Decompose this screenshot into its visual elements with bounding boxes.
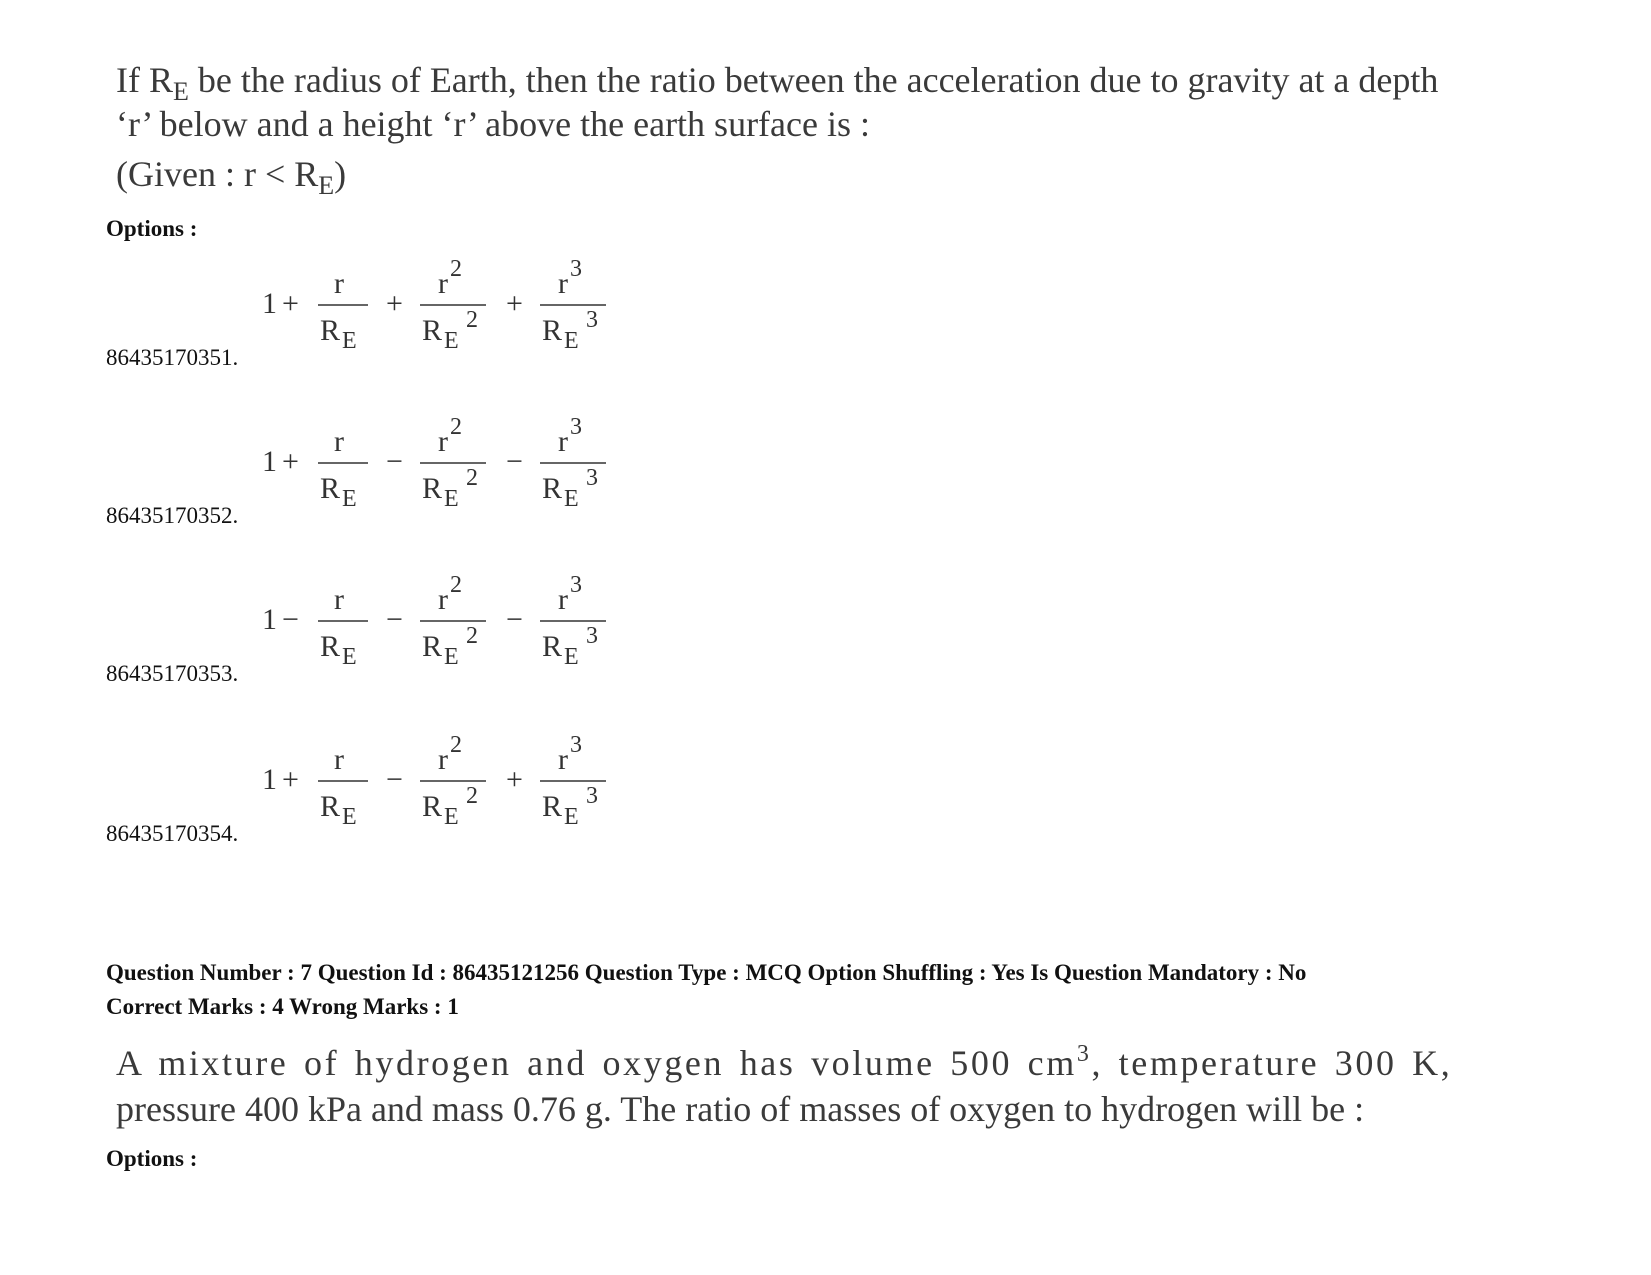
term1-numerator: r — [334, 583, 344, 616]
formula-op-3: − — [506, 603, 523, 636]
formula-lead: 1 — [262, 763, 277, 796]
formula-svg-4 — [262, 728, 662, 838]
term2-numerator: r — [438, 425, 448, 458]
given-sub: E — [318, 171, 335, 200]
formula-lead: 1 — [262, 445, 277, 478]
formula-op-2: − — [386, 763, 403, 796]
term1-denominator: R — [320, 630, 341, 663]
question-1-line-1-pre: If R — [116, 60, 173, 100]
term3-denominator: R — [542, 790, 563, 823]
term3-denominator-power: 3 — [586, 307, 598, 333]
formula-op-1: + — [282, 445, 299, 478]
formula-op-2: − — [386, 445, 403, 478]
question-2-line-1-post: , temperature 300 K, — [1091, 1043, 1453, 1083]
term1-numerator: r — [334, 743, 344, 776]
term2-denominator-sub: E — [444, 328, 459, 354]
term1-denominator-sub: E — [342, 486, 357, 512]
formula-op-2: − — [386, 603, 403, 636]
term1-numerator: r — [334, 425, 344, 458]
term3-numerator: r — [558, 267, 568, 300]
options-label-2: Options : — [106, 1146, 198, 1171]
term2-denominator: R — [422, 314, 443, 347]
formula-op-3: − — [506, 445, 523, 478]
term1-denominator-sub: E — [342, 328, 357, 354]
option-formula-4 — [262, 728, 662, 838]
term2-numerator-power: 2 — [450, 572, 462, 598]
term2-denominator: R — [422, 790, 443, 823]
option-formula-2 — [262, 410, 662, 520]
term2-denominator-sub: E — [444, 644, 459, 670]
term3-denominator-power: 3 — [586, 623, 598, 649]
formula-op-1: + — [282, 287, 299, 320]
question-2-line-1 — [116, 1040, 1452, 1086]
term2-denominator-sub: E — [444, 486, 459, 512]
question-1-line-1 — [116, 58, 1439, 106]
term2-denominator-sub: E — [444, 804, 459, 830]
question-1-line-2: ‘r’ below and a height ‘r’ above the earth surface is : — [116, 104, 870, 144]
question-2-line-2: pressure 400 kPa and mass 0.76 g. The ratio of masses of oxygen to hydrogen will be : — [116, 1089, 1365, 1129]
formula-svg-2 — [262, 410, 662, 520]
question-2-line-1-sup: 3 — [1076, 1041, 1092, 1067]
formula-op-3: + — [506, 763, 523, 796]
term2-denominator-power: 2 — [466, 783, 478, 809]
option-id-3: 86435170353. — [106, 661, 239, 686]
option-id-4: 86435170354. — [106, 821, 239, 846]
given-post: ) — [334, 154, 347, 194]
term2-numerator-power: 2 — [450, 414, 462, 440]
term1-denominator: R — [320, 790, 341, 823]
question-2-meta-line-1: Question Number : 7 Question Id : 86435121256 Question Type : MCQ Option Shuffling : Yes Is Question Mandatory : No — [106, 960, 1307, 985]
term2-numerator-power: 2 — [450, 732, 462, 758]
formula-op-3: + — [506, 287, 523, 320]
term1-denominator-sub: E — [342, 804, 357, 830]
term1-denominator: R — [320, 314, 341, 347]
formula-op-2: + — [386, 287, 403, 320]
term2-numerator: r — [438, 583, 448, 616]
formula-lead: 1 — [262, 287, 277, 320]
term2-denominator-power: 2 — [466, 465, 478, 491]
term3-numerator: r — [558, 425, 568, 458]
term2-numerator-power: 2 — [450, 256, 462, 282]
term3-denominator: R — [542, 472, 563, 505]
term3-numerator-power: 3 — [570, 732, 582, 758]
term3-denominator-sub: E — [564, 328, 579, 354]
term3-numerator-power: 3 — [570, 572, 582, 598]
question-1-line-1-post: be the radius of Earth, then the ratio between the acceleration due to gravity at a depth — [188, 60, 1439, 100]
term3-numerator-power: 3 — [570, 256, 582, 282]
formula-svg-1 — [262, 252, 662, 362]
term1-numerator: r — [334, 267, 344, 300]
term3-numerator-power: 3 — [570, 414, 582, 440]
formula-op-1: + — [282, 763, 299, 796]
term1-denominator-sub: E — [342, 644, 357, 670]
term3-denominator-power: 3 — [586, 783, 598, 809]
term3-numerator: r — [558, 743, 568, 776]
term2-denominator: R — [422, 472, 443, 505]
formula-lead: 1 — [262, 603, 277, 636]
question-1-line-1-sub: E — [173, 77, 189, 106]
option-formula-1 — [262, 252, 662, 362]
term2-numerator: r — [438, 743, 448, 776]
term3-denominator-sub: E — [564, 644, 579, 670]
term1-denominator: R — [320, 472, 341, 505]
options-label-1: Options : — [106, 216, 198, 241]
term3-denominator-sub: E — [564, 804, 579, 830]
question-2-line-1-pre: A mixture of hydrogen and oxygen has volume 500 cm — [116, 1043, 1077, 1083]
term3-denominator: R — [542, 314, 563, 347]
formula-svg-3 — [262, 568, 662, 678]
term2-denominator-power: 2 — [466, 623, 478, 649]
term3-denominator: R — [542, 630, 563, 663]
question-1-given — [116, 152, 347, 200]
term2-denominator-power: 2 — [466, 307, 478, 333]
formula-op-1: − — [282, 603, 299, 636]
option-formula-3 — [262, 568, 662, 678]
term3-denominator-sub: E — [564, 486, 579, 512]
term3-numerator: r — [558, 583, 568, 616]
term2-numerator: r — [438, 267, 448, 300]
term2-denominator: R — [422, 630, 443, 663]
term3-denominator-power: 3 — [586, 465, 598, 491]
option-id-1: 86435170351. — [106, 345, 239, 370]
option-id-2: 86435170352. — [106, 503, 239, 528]
given-pre: (Given : r < R — [116, 154, 319, 194]
question-2-meta-line-2: Correct Marks : 4 Wrong Marks : 1 — [106, 994, 459, 1019]
